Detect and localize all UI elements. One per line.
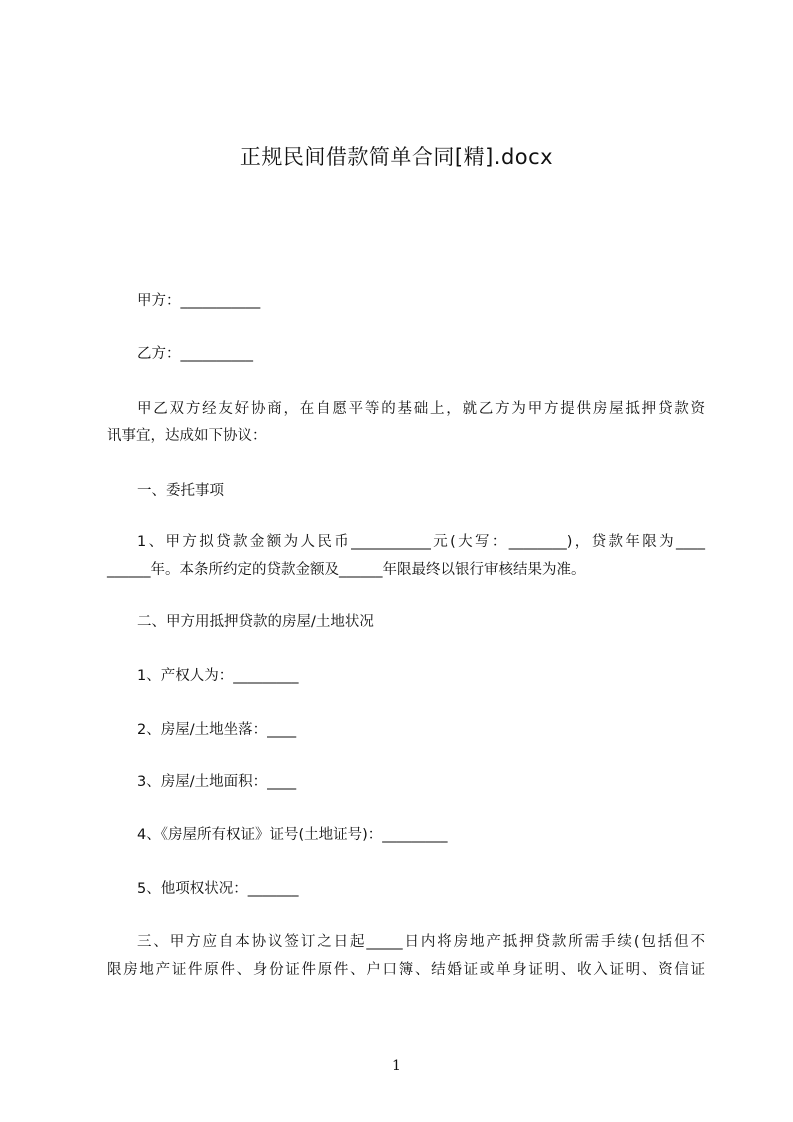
item-other-rights: 5、他项权状况：_______ — [137, 881, 299, 897]
page-number: 1 — [392, 1058, 401, 1074]
item-owner: 1、产权人为：_________ — [137, 668, 299, 684]
party-b-line: 乙方：__________ — [137, 346, 253, 362]
item-certificate: 4、《房屋所有权证》证号(土地证号)：_________ — [137, 827, 448, 843]
party-a-line: 甲方：___________ — [137, 293, 261, 309]
section-heading-2: 二、甲方用抵押贷款的房屋/土地状况 — [137, 614, 374, 630]
section-3-line-1: 三、甲方应自本协议签订之日起_____日内将房地产抵押贷款所需手续(包括但不 — [137, 934, 705, 950]
document-title: 正规民间借款简单合同[精].docx — [239, 145, 554, 169]
item-area: 3、房屋/土地面积：____ — [137, 774, 297, 790]
item-location: 2、房屋/土地坐落：____ — [137, 722, 297, 738]
clause-1-line-2: ______年。本条所约定的贷款金额及______年限最终以银行审核结果为准。 — [107, 562, 586, 578]
section-heading-1: 一、委托事项 — [137, 483, 224, 499]
intro-line-2: 讯事宜，达成如下协议： — [107, 428, 267, 444]
intro-line-1: 甲乙双方经友好协商，在自愿平等的基础上，就乙方为甲方提供房屋抵押贷款资 — [137, 401, 705, 417]
section-3-line-2: 限房地产证件原件、身份证件原件、户口簿、结婚证或单身证明、收入证明、资信证 — [107, 962, 705, 978]
clause-1-line-1: 1、甲方拟贷款金额为人民币___________元(大写：________)，贷款年限为____ — [137, 534, 705, 550]
